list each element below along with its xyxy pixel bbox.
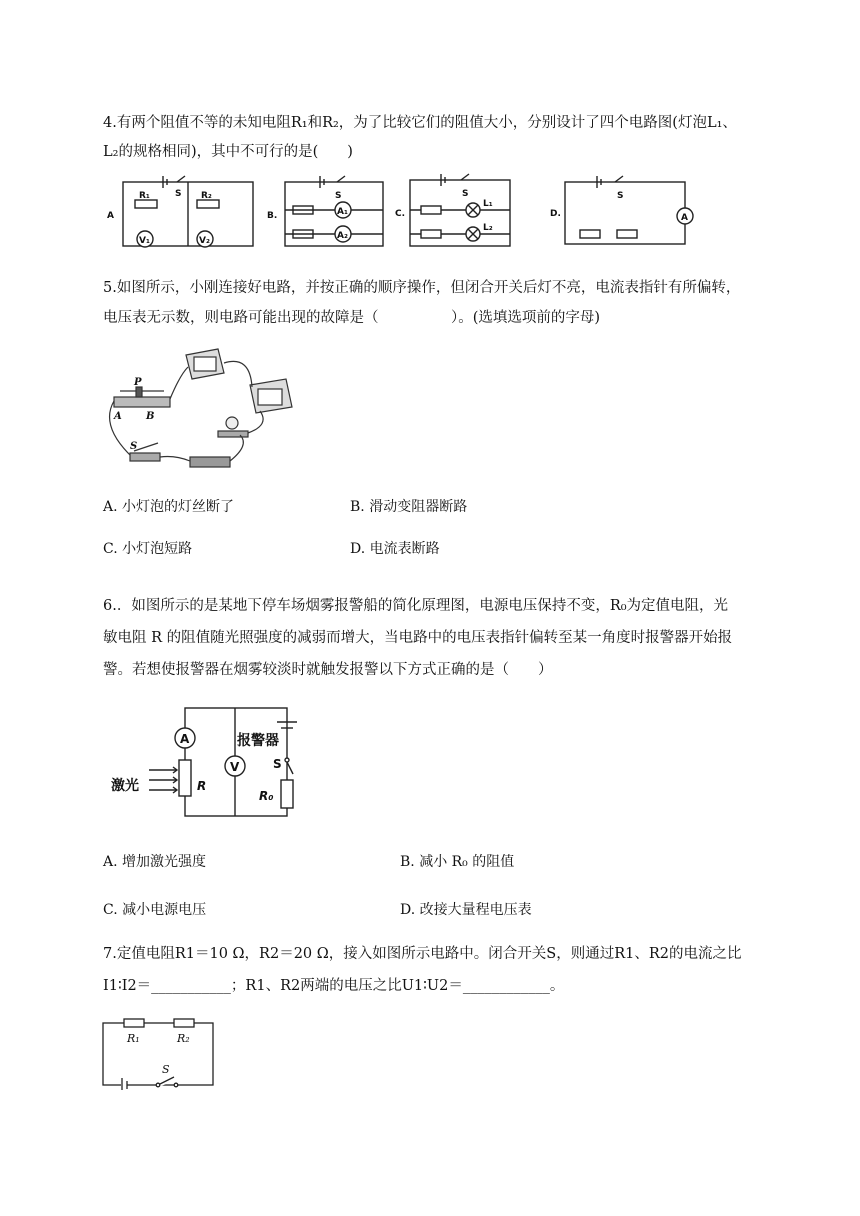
q6-option-a[interactable]: A. 增加激光强度 — [103, 854, 207, 870]
q5-line-2: 电压表无示数，则电路可能出现的故障是（ ）。(选填选项前的字母) — [103, 310, 601, 326]
q4-label-a1: A₁ — [337, 207, 348, 217]
q5-circuit-photo — [100, 345, 305, 475]
q4-label-s-c: S — [462, 189, 469, 199]
q6-label-r: R — [197, 779, 207, 793]
q4-circuit-figures — [105, 172, 695, 254]
q7-circuit-figure — [100, 1015, 220, 1090]
q5-label-s: S — [130, 441, 138, 452]
q7-label-s: S — [162, 1063, 170, 1076]
q6-label-laser: 激光 — [111, 778, 139, 794]
q4-label-s-a: S — [175, 189, 182, 199]
q6-line-2: 敏电阻 R 的阻值随光照强度的减弱而增大，当电路中的电压表指针偏转至某一角度时报警器开始报 — [103, 630, 733, 646]
q6-line-3: 警。若想使报警器在烟雾较淡时就触发报警以下方式正确的是（ ） — [103, 662, 553, 678]
q7-label-r1: R₁ — [127, 1032, 140, 1045]
q5-label-a: A — [114, 411, 122, 422]
q4-label-v1: V₁ — [139, 236, 150, 246]
q4-label-l2: L₂ — [483, 223, 493, 233]
q5-option-c[interactable]: C. 小灯泡短路 — [103, 541, 193, 557]
q5-label-p: P — [134, 377, 142, 388]
q4-label-s-d: S — [617, 191, 624, 201]
q4-label-r2-a: R₂ — [201, 191, 212, 201]
q4-label-s-b: S — [335, 191, 342, 201]
q4-label-l1: L₁ — [483, 199, 493, 209]
q7-line-2: I1∶I2＝___________；R1、R2两端的电压之比U1∶U2＝____________。 — [103, 978, 565, 994]
q4-line-2: L₂的规格相同)，其中不可行的是( ) — [103, 144, 353, 160]
q6-label-ammeter: A — [180, 732, 190, 746]
q6-label-voltmeter: V — [230, 760, 240, 774]
q7-label-r2: R₂ — [177, 1032, 190, 1045]
q4-line-1: 4.有两个阻值不等的未知电阻R₁和R₂，为了比较它们的阻值大小，分别设计了四个电路图(灯泡L₁、 — [103, 115, 737, 131]
q6-option-c[interactable]: C. 减小电源电压 — [103, 902, 207, 918]
q4-label-r1-a: R₁ — [139, 191, 150, 201]
q5-option-b[interactable]: B. 滑动变阻器断路 — [350, 499, 468, 515]
q6-label-s: S — [273, 757, 282, 771]
q7-line-1: 7.定值电阻R1＝10 Ω，R2＝20 Ω，接入如图所示电路中。闭合开关S，则通过R1、R2的电流之比 — [103, 946, 742, 962]
q4-label-d: D. — [550, 209, 561, 219]
q5-option-a[interactable]: A. 小灯泡的灯丝断了 — [103, 499, 235, 515]
q4-label-v2: V₂ — [199, 236, 210, 246]
q6-option-b[interactable]: B. 减小 R₀ 的阻值 — [400, 854, 515, 870]
q6-line-1: 6.．如图所示的是某地下停车场烟雾报警船的简化原理图，电源电压保持不变，R₀为定值电阻，光 — [103, 598, 729, 614]
q6-circuit-figure — [105, 700, 320, 820]
q4-label-b: B. — [267, 211, 278, 221]
q4-label-c: C. — [395, 209, 406, 219]
q6-option-d[interactable]: D. 改接大量程电压表 — [400, 902, 532, 918]
q6-label-alarm: 报警器 — [237, 733, 279, 749]
q5-label-b: B — [146, 411, 155, 422]
q5-option-d[interactable]: D. 电流表断路 — [350, 541, 440, 557]
q4-label-a: A — [107, 211, 114, 221]
q5-line-1: 5.如图所示，小刚连接好电路，并按正确的顺序操作，但闭合开关后灯不亮，电流表指针有所偏转， — [103, 280, 741, 296]
q6-label-r0: R₀ — [259, 789, 274, 803]
q4-label-ammeter-d: A — [681, 213, 688, 223]
q4-label-a2: A₂ — [337, 231, 348, 241]
